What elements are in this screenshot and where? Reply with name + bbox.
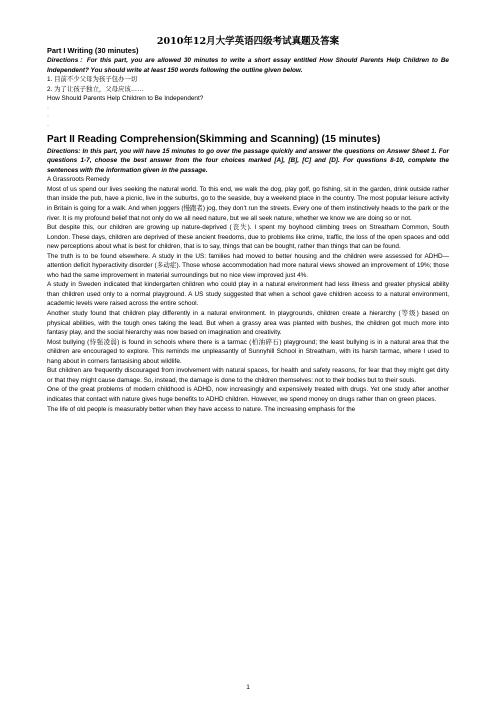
document-body [47,46,449,414]
part1-directions-text: For this part, you are allowed 30 minutes to write a short essay entitled How Should Parents Help Children to Be Independent? You should write at least 150 words following the outline given below. [47,57,449,74]
page-number: 1 [246,684,250,691]
document-title: 2010年12月大学英语四级考试真题及答案 [156,36,340,47]
outline-item-1: 1. 目前不少父母为孩子包办一切 [47,76,138,84]
passage-paragraph: A study in Sweden indicated that kindergarten children who could play in a natural environment had less illness and greater physical ability than children used only to a normal playground. A US study suggested that when a school gave children access to a natural environment, academic levels were raised across the entire school. [47,281,449,308]
passage-paragraph: The life of old people is measurably better when they have access to nature. The increasing emphasis for the [47,405,356,413]
part2-heading: Part II Reading Comprehension(Skimming and Scanning) (15 minutes) [47,133,381,145]
passage-paragraph: The truth is to be found elsewhere. A study in the US: families had moved to better housing and the children were assessed for ADHD—attention deficit hyperactivity disorder (多动症). Those whose accommodation had more natural views showed an improvement of 19%; those who had the same improvement in material surroundings but no nice view improved just 4%. [47,252,449,279]
outline-item-2: 2. 为了让孩子独立，父母应该…… [47,85,144,93]
passage-title: A Grassroots Remedy [47,176,110,184]
passage-paragraph: Most of us spend our lives seeking the natural world. To this end, we walk the dog, play golf, go fishing, sit in the garden, drink outside rather than inside the pub, have a picnic, live in the suburbs, go to the seaside, buy a weekend place in the country. The most popular leisure activity in Britain is going for a walk. And when joggers (慢跑者) jog, they don’t run the streets. Every one of them instinctively heads to the park or the river. It is my profound belief that not only do we all need nature, but we all seek nature, whether we know we are doing so or not. [47,185,449,222]
passage-paragraph: But children are frequently discouraged from involvement with natural spaces, for health and safety reasons, for fear that they might get dirty or that they might cause damage. So, instead, the damage is done to the children themselves: not to their bodies but to their souls. [47,367,449,384]
passage-paragraph: Another study found that children play differently in a natural environment. In playgrounds, children create a hierarchy (等级) based on physical abilities, with the tough ones taking the lead. But when a grassy area was planted with bushes, the children got much more into fantasy play, and the social hierarchy was now based on imagination and creativity. [47,310,449,337]
blank-line-marker-2: · [47,113,49,120]
part1-directions-label: Directions： [47,57,87,64]
blank-line-marker-3: · [47,122,49,129]
blank-line-marker-1: · [47,104,49,111]
passage-paragraph: But despite this, our children are growing up nature-deprived (丧失). I spent my boyhood climbing trees on Streatham Common, South London. These days, children are deprived of these ancient freedoms, due to problems like crime, traffic, the loss of the open spaces and odd new perceptions about what is best for children, that is to say, things that can be bought, rather than things that can be found. [47,224,449,251]
part1-directions [47,56,449,75]
part1-heading: Part I Writing (30 minutes) [47,46,139,55]
passage-paragraph: One of the great problems of modern childhood is ADHD, now increasingly and expensively treated with drugs. Yet one study after another indicates that contact with nature gives huge benefits to ADHD children. However, we spend money on drugs rather than on green places. [47,386,449,403]
passage-paragraph: Most bullying (恃强凌弱) is found in schools where there is a tarmac (柏油碎石) playground; the least bullying is in a natural area that the children are encouraged to explore. This reminds me unpleasantly of Sunnyhill School in Streatham, with its harsh tarmac, where I used to hang about in corners fantasising about wildlife. [47,338,449,365]
essay-title: How Should Parents Help Children to Be Independent? [47,95,204,103]
part2-directions: Directions: In this part, you will have 15 minutes to go over the passage quickly and answer the questions on Answer Sheet 1. For questions 1-7, choose the best answer from the four choices marked [A], [B], [C] and [D]. For questions 8-10, complete the sentences with the information given in the passage. [47,147,449,174]
